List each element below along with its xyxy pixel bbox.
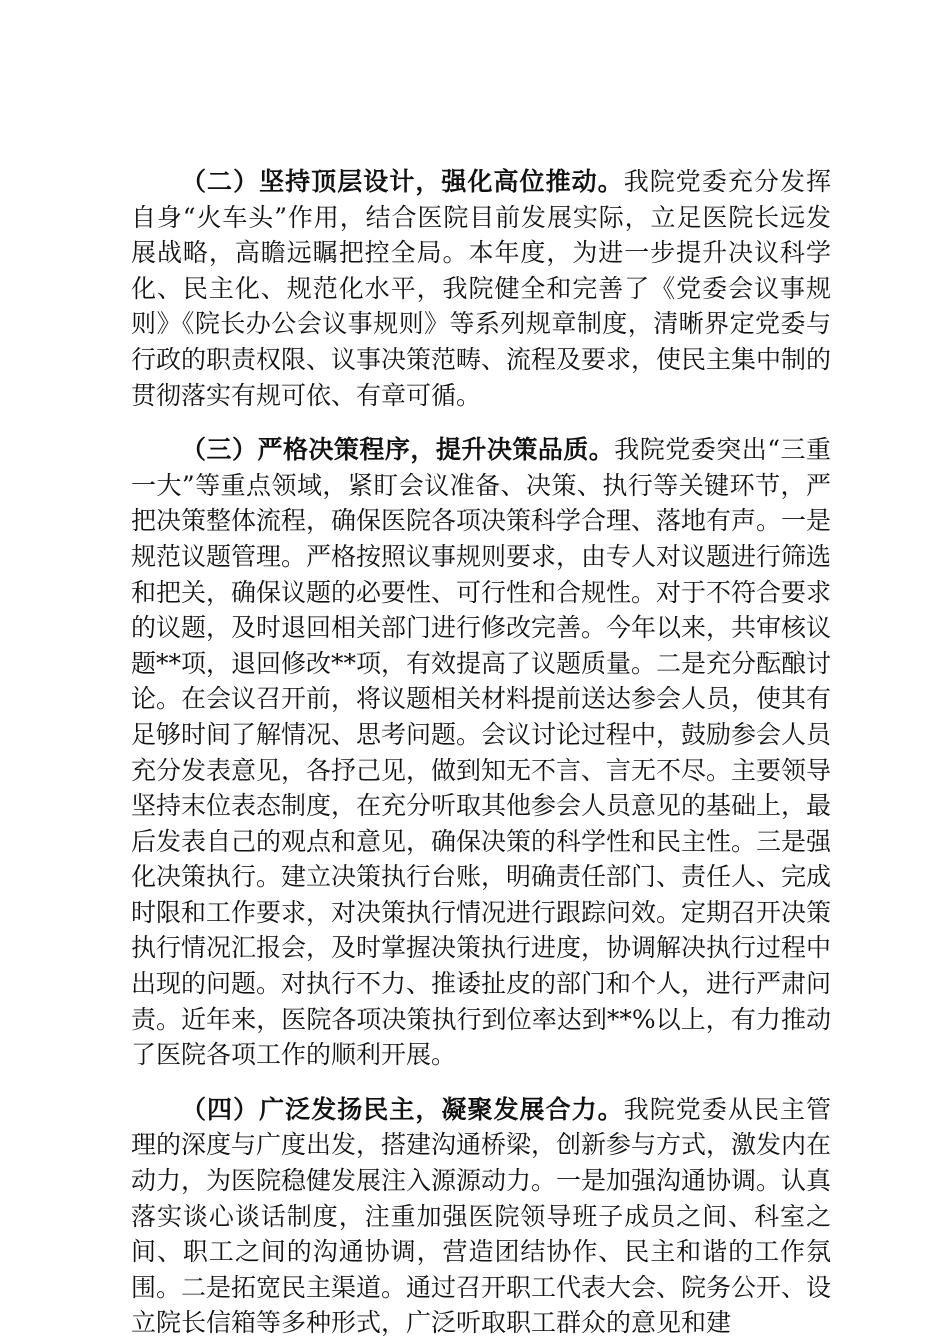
section-heading-3: （三）严格决策程序，提升决策品质。 (181, 435, 615, 465)
paragraph-section-4 (131, 1092, 831, 1341)
paragraph-section-3 (131, 432, 831, 1073)
section-heading-2: （二）坚持顶层设计，强化高位推动。 (181, 167, 624, 196)
section-body-2: 我院党委充分发挥自身“火车头”作用，结合医院目前发展实际，立足医院长远发展战略，高瞻远瞩把控全局。本年度，为进一步提升决议科学化、民主化、规范化水平，我院健全和完善了《党委会议事规则》《院长办公会议事规则》等系列规章制度，清晰界定党委与行政的职责权限、议事决策范畴、流程及要求，使民主集中制的贯彻落实有规可依、有章可循。 (131, 167, 832, 410)
document-body (131, 164, 831, 1341)
paragraph-section-2 (131, 164, 831, 413)
section-body-4: 我院党委从民主管理的深度与广度出发，搭建沟通桥梁，创新参与方式，激发内在动力，为医院稳健发展注入源源动力。一是加强沟通协调。认真落实谈心谈话制度，注重加强医院领导班子成员之间、科室之间、职工之间的沟通协调，营造团结协作、民主和谐的工作氛围。二是拓宽民主渠道。通过召开职工代表大会、院务公开、设立院长信箱等多种形式，广泛听取职工群众的意见和建 (131, 1094, 832, 1338)
section-heading-4: （四）广泛发扬民主，凝聚发展合力。 (181, 1094, 624, 1124)
section-body-3: 我院党委突出“三重一大”等重点领域，紧盯会议准备、决策、执行等关键环节，严把决策整体流程，确保医院各项决策科学合理、落地有声。一是规范议题管理。严格按照议事规则要求，由专人对议题进行筛选和把关，确保议题的必要性、可行性和合规性。对于不符合要求的议题，及时退回相关部门进行修改完善。今年以来，共审核议题**项，退回修改**项，有效提高了议题质量。二是充分酝酿讨论。在会议召开前，将议题相关材料提前送达参会人员，使其有足够时间了解情况、思考问题。会议讨论过程中，鼓励参会人员充分发表意见，各抒己见，做到知无不言、言无不尽。主要领导坚持末位表态制度，在充分听取其他参会人员意见的基础上，最后发表自己的观点和意见，确保决策的科学性和民主性。三是强化决策执行。建立决策执行台账，明确责任部门、责任人、完成时限和工作要求，对决策执行情况进行跟踪问效。定期召开决策执行情况汇报会，及时掌握决策执行进度，协调解决执行过程中出现的问题。对执行不力、推诿扯皮的部门和个人，进行严肃问责。近年来，医院各项决策执行到位率达到**%以上，有力推动了医院各项工作的顺利开展。 (131, 435, 832, 1070)
